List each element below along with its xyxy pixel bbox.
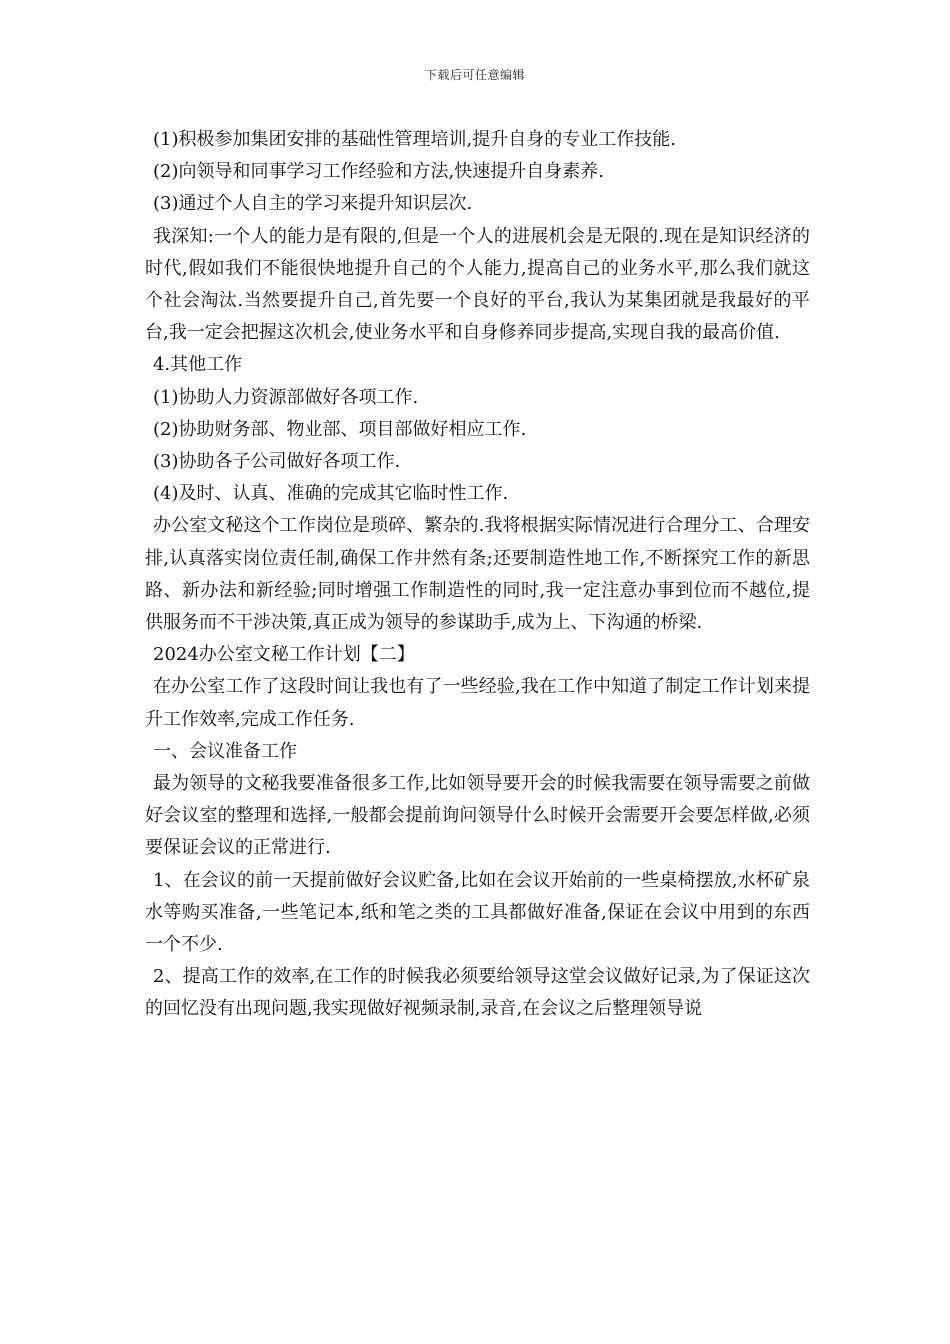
paragraph-meeting-day-before: 1、在会议的前一天提前做好会议贮备,比如在会议开始前的一些桌椅摆放,水杯矿泉水等购买准备,一些笔记本,纸和笔之类的工具都做好准备,保证在会议中用到的东西一个不少. — [145, 869, 810, 956]
paragraph-learn-from-leaders: (2)向领导和同事学习工作经验和方法,快速提升自身素养. — [153, 161, 604, 183]
document-body — [145, 124, 810, 1026]
page-header: 下载后可任意编辑 — [424, 68, 525, 82]
paragraph-assist-subsidiaries: (3)协助各子公司做好各项工作. — [153, 451, 401, 473]
paragraph-temporary-work: (4)及时、认真、准确的完成其它临时性工作. — [153, 483, 509, 505]
paragraph-secretary-role: 办公室文秘这个工作岗位是琐碎、繁杂的.我将根据实际情况进行合理分工、合理安排,认真落实岗位责任制,确保工作井然有条;还要制造性地工作,不断探究工作的新思路、新办法和新经验;同时增强工作制造性的同时,我一定注意办事到位而不越位,提供服务而不干涉决策,真正成为领导的参谋助手,成为上、下沟通的桥梁. — [145, 515, 810, 634]
paragraph-assist-finance: (2)协助财务部、物业部、项目部做好相应工作. — [153, 418, 527, 440]
paragraph-efficiency: 2、提高工作的效率,在工作的时候我必须要给领导这堂会议做好记录,为了保证这次的回忆没有出现问题,我实现做好视频录制,录音,在会议之后整理领导说 — [145, 966, 810, 1020]
paragraph-self-study: (3)通过个人自主的学习来提升知识层次. — [153, 193, 473, 215]
paragraph-self-awareness: 我深知:一个人的能力是有限的,但是一个人的进展机会是无限的.现在是知识经济的时代,假如我们不能很快地提升自己的个人能力,提高自己的业务水平,那么我们就这个社会淘汰.当然要提升自己,首先要一个良好的平台,我认为某集团就是我最好的平台,我一定会把握这次机会,使业务水平和自身修养同步提高,实现自我的最高价值. — [145, 225, 810, 344]
section-title-plan-two: 2024办公室文秘工作计划【二】 — [153, 644, 415, 666]
paragraph-training: (1)积极参加集团安排的基础性管理培训,提升自身的专业工作技能. — [153, 129, 676, 150]
section-heading-meeting-prep: 一、会议准备工作 — [153, 740, 297, 762]
section-heading-other-work: 4.其他工作 — [153, 354, 243, 376]
paragraph-plan-intro: 在办公室工作了这段时间让我也有了一些经验,我在工作中知道了制定工作计划来提升工作效率,完成工作任务. — [145, 676, 810, 730]
paragraph-meeting-prep: 最为领导的文秘我要准备很多工作,比如领导要开会的时候我需要在领导需要之前做好会议室的整理和选择,一般都会提前询问领导什么时候开会需要开会要怎样做,必须要保证会议的正常进行. — [145, 773, 810, 859]
paragraph-assist-hr: (1)协助人力资源部做好各项工作. — [153, 386, 419, 408]
